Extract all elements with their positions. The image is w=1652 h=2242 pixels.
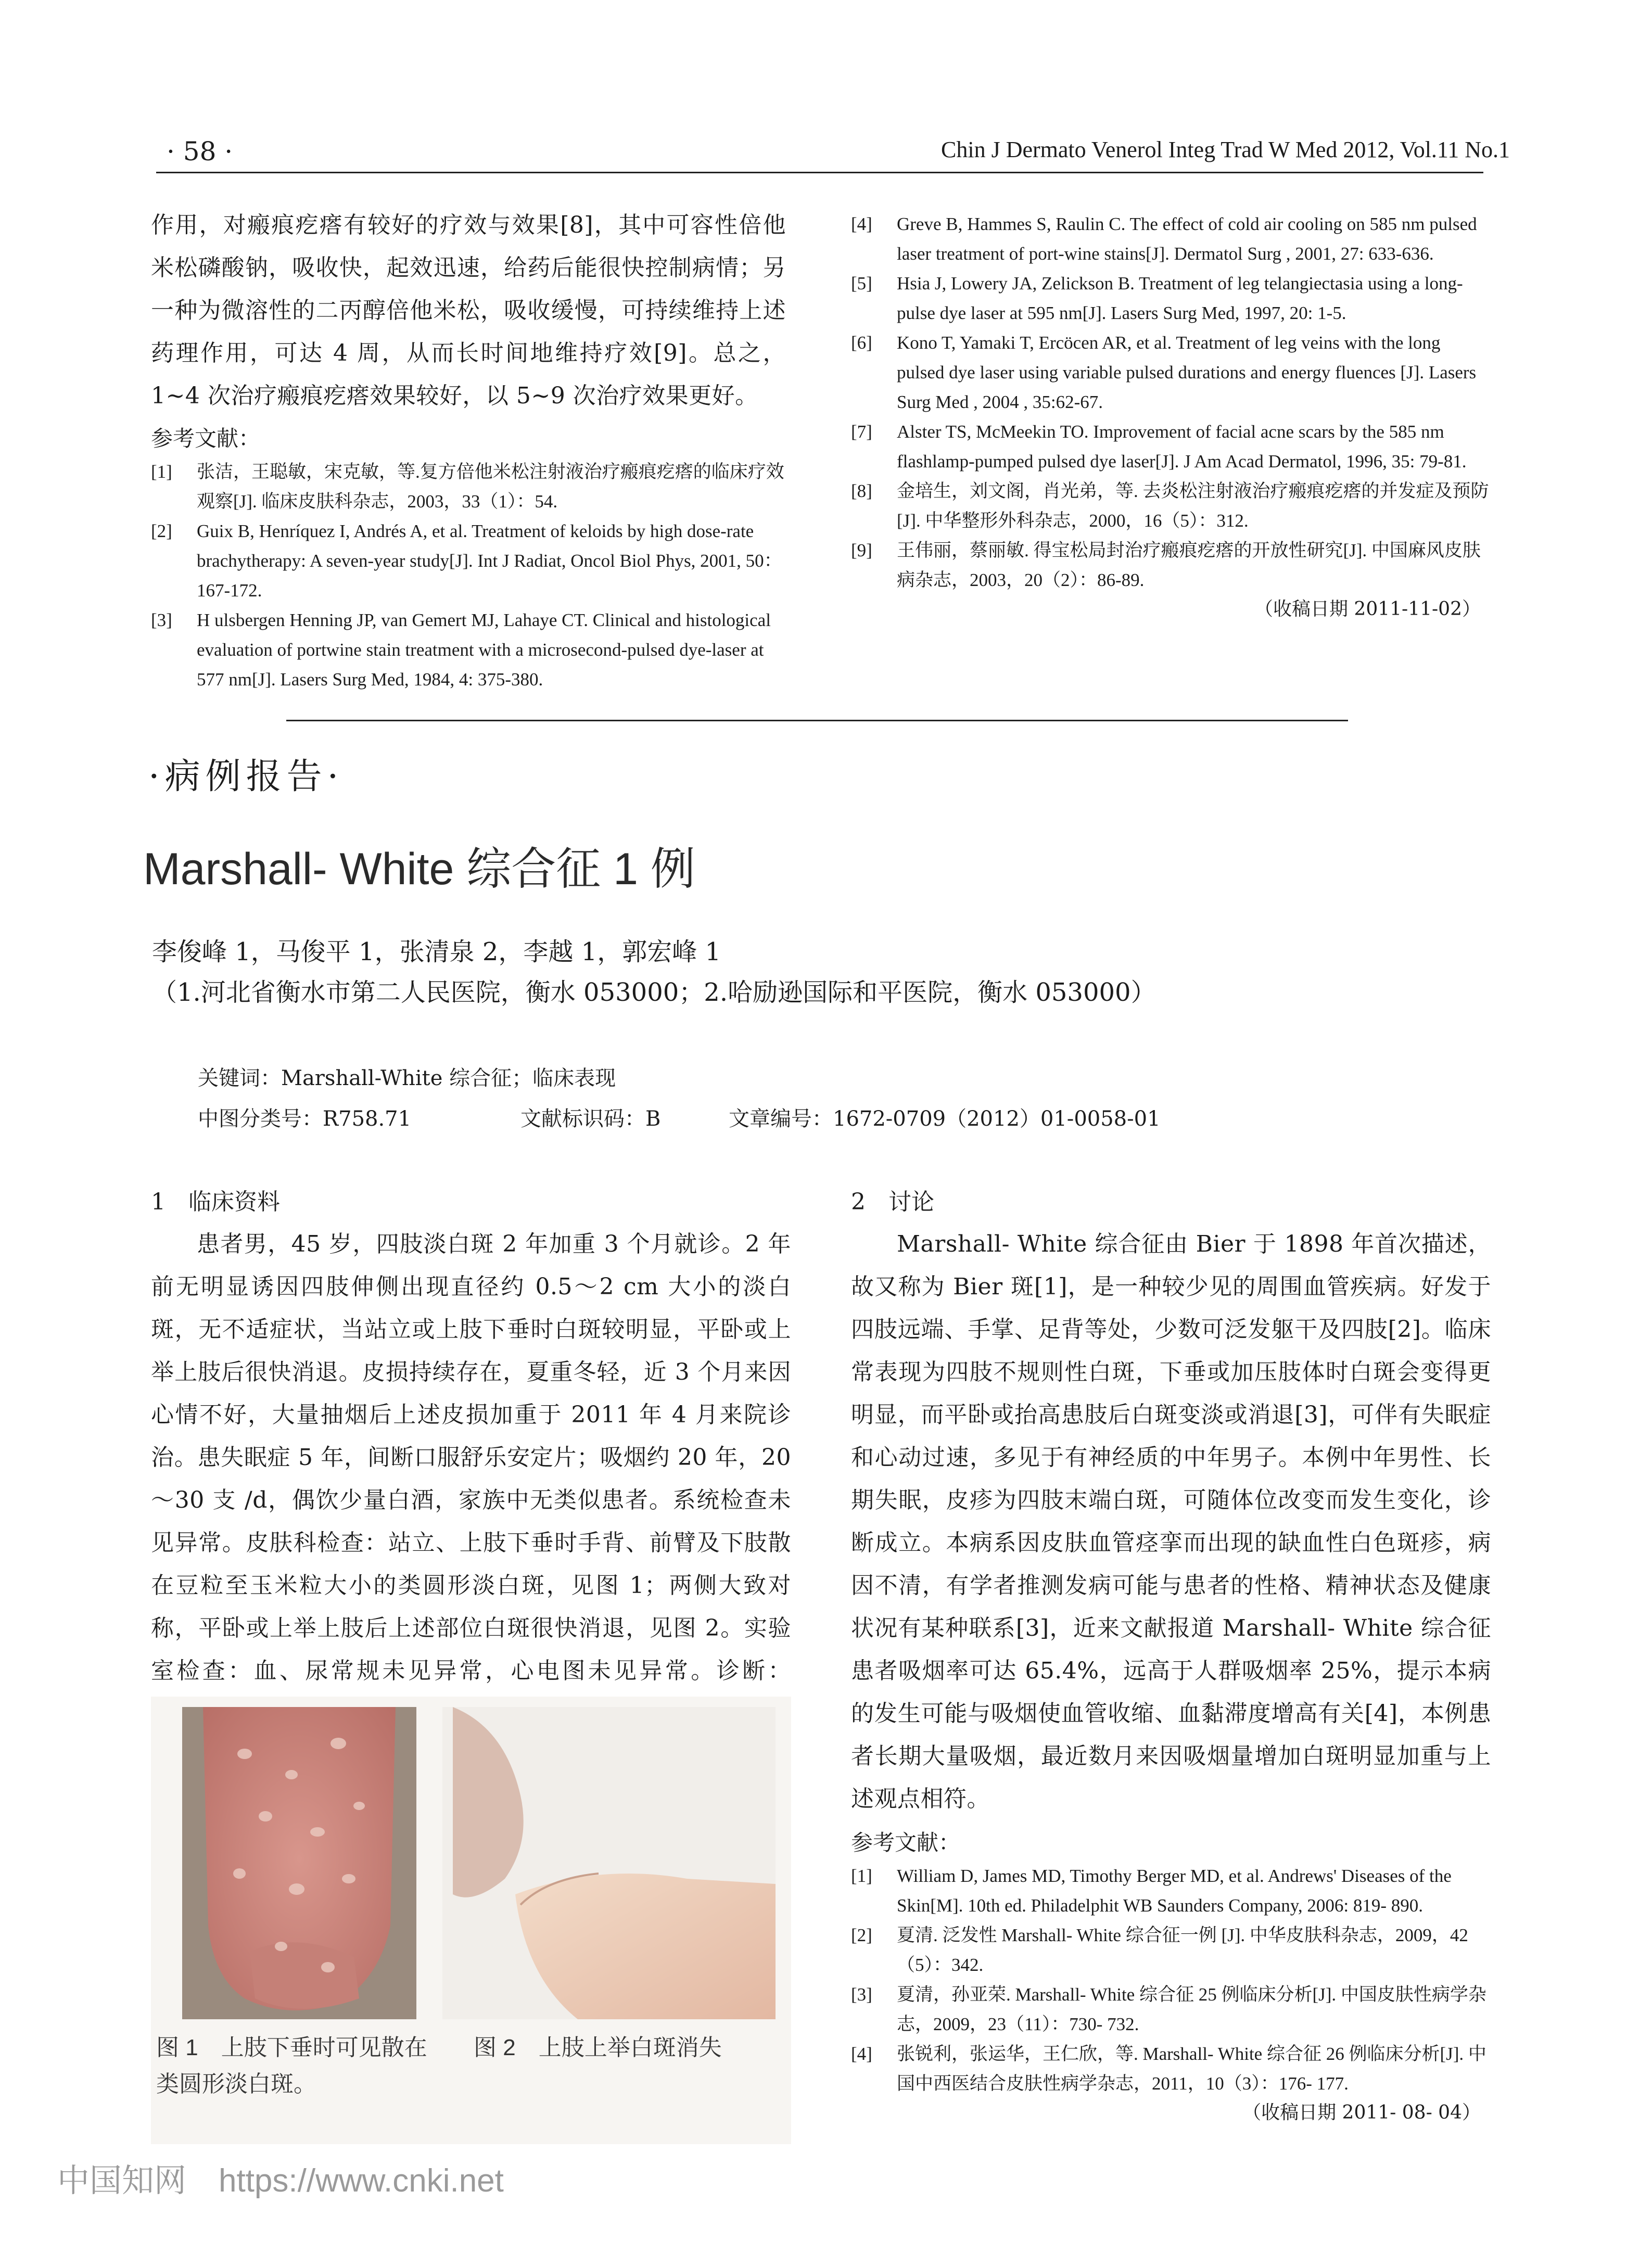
affiliations: （1.河北省衡水市第二人民医院，衡水 053000；2.哈励逊国际和平医院，衡水 053000） <box>152 978 1156 1007</box>
article-received-date: （收稿日期 2011- 08- 04） <box>1242 2102 1481 2123</box>
section-2-heading: 2 讨论 <box>851 1189 934 1215</box>
reference-item <box>851 2039 1491 2098</box>
reference-number: [2] <box>851 1925 872 1945</box>
reference-text: 夏清，孙亚荣. Marshall- White 综合征 25 例临床分析[J]. 中国皮肤性病学杂志，2009，23（11）：730- 732. <box>897 1984 1486 2034</box>
reference-item <box>151 516 786 605</box>
section-2-text: Marshall- White 综合征由 Bier 于 1898 年首次描述，故又称为 Bier 斑[1]，是一种较少见的周围血管疾病。好发于四肢远端、手掌、足背等处，少数可泛发躯干及四肢[2]。临床常表现为四肢不规则性白斑，下垂或加压肢体时白斑会变得更明显，而平卧或抬高患肢后白斑变淡或消退[3]，可伴有失眠症和心动过速，多见于有神经质的中年男子。本例中年男性、长期失眠，皮疹为四肢末端白斑，可随体位改变而发生变化，诊断成立。本病系因皮肤血管痉挛而出现的缺血性白色斑疹，病因不清，有学者推测发病可能与患者的性格、精神状态及健康状况有某种联系[3]，近来文献报道 Marshall- White 综合征患者吸烟率可达 65.4%，远高于人群吸烟率 25%，提示本病的发生可能与吸烟使血管收缩、血黏滞度增高有关[4]，本例患者长期大量吸烟，最近数月来因吸烟量增加白斑明显加重与上述观点相符。 <box>851 1231 1491 1812</box>
reference-number: [5] <box>851 273 872 294</box>
cnki-watermark: 中国知网 https://www.cnki.net <box>57 2163 504 2199</box>
reference-text: 张洁，王聪敏，宋克敏，等.复方倍他米松注射液治疗瘢痕疙瘩的临床疗效观察[J]. 临床皮肤科杂志，2003，33（1）：54. <box>197 462 784 512</box>
reference-text: 王伟丽，蔡丽敏. 得宝松局封治疗瘢痕疙瘩的开放性研究[J]. 中国麻风皮肤病杂志，2003，20（2）：86-89. <box>897 540 1481 590</box>
section-2-column <box>851 1181 1491 2128</box>
header-rule <box>156 172 1483 173</box>
page-number: · 58 · <box>167 136 233 167</box>
section-1-column <box>151 1181 791 1735</box>
reference-item <box>851 209 1491 269</box>
section-1-text: 患者男，45 岁，四肢淡白斑 2 年加重 3 个月就诊。2 年前无明显诱因四肢伸侧出现直径约 0.5～2 cm 大小的淡白斑，无不适症状，当站立或上肢下垂时白斑较明显，平卧或上举上肢后很快消退。皮损持续存在，夏重冬轻，近 3 个月来因心情不好，大量抽烟后上述皮损加重于 2011 年 4 月来院诊治。患失眠症 5 年，间断口服舒乐安定片；吸烟约 20 年，20～30 支 /d，偶饮少量白酒，家族中无类似患者。系统检查未见异常。皮肤科检查：站立、上肢下垂时手背、前臂及下肢散在豆粒至玉米粒大小的类圆形淡白斑，见图 1；两侧大致对称，平卧或上举上肢后上述部位白斑很快消退，见图 2。实验室检查：血、尿常规未见异常，心电图未见异常。诊断： <box>151 1231 791 1684</box>
reference-text: Kono T, Yamaki T, Ercöcen AR, et al. Treatment of leg veins with the long pulsed dye laser using variable pulsed durations and energy fluences [J]. Lasers Surg Med , 2004 , 35:62-67. <box>897 333 1477 412</box>
previous-article-right-column <box>851 209 1491 624</box>
figure-1-caption: 图 1 上肢下垂时可见散在类圆形淡白斑。 <box>156 2035 427 2097</box>
reference-number: [1] <box>151 462 172 482</box>
reference-item <box>151 605 786 694</box>
article-refs-heading: 参考文献： <box>851 1830 961 1855</box>
reference-text: 张锐利，张运华，王仁欣，等. Marshall- White 综合征 26 例临床分析[J]. 中国中西医结合皮肤性病学杂志，2011，10（3）：176- 177. <box>897 2044 1486 2094</box>
keywords: 关键词：Marshall-White 综合征；临床表现 <box>198 1066 616 1090</box>
reference-item <box>851 328 1491 417</box>
classification-line <box>198 1102 1161 1132</box>
reference-text: 夏清. 泛发性 Marshall- White 综合征一例 [J]. 中华皮肤科杂志，2009，42（5）：342. <box>897 1925 1468 1975</box>
article-divider <box>286 720 1348 721</box>
reference-number: [2] <box>151 521 172 541</box>
reference-number: [4] <box>851 2044 872 2064</box>
reference-number: [9] <box>851 540 872 560</box>
reference-text: 金培生，刘文阁，肖光弟，等. 去炎松注射液治疗瘢痕疙瘩的并发症及预防[J]. 中华整形外科杂志，2000，16（5）：312. <box>897 481 1489 531</box>
reference-text: Alster TS, McMeekin TO. Improvement of facial acne scars by the 585 nm flashlamp-pumped pulsed dye laser[J]. J Am Acad Dermatol, 1996, 35: 79-81. <box>897 422 1467 472</box>
reference-text: Guix B, Henríquez I, Andrés A, et al. Treatment of keloids by high dose-rate brachytherapy: A seven-year study[J]. Int J Radiat, Oncol Biol Phys, 2001, 50：167-172. <box>197 521 782 601</box>
reference-number: [4] <box>851 214 872 234</box>
section-label: ·病例报告· <box>148 756 344 797</box>
reference-item <box>851 417 1491 476</box>
reference-text: William D, James MD, Timothy Berger MD, et al. Andrews' Diseases of the Skin[M]. 10th ed. Philadelphit WB Saunders Company, 2006: 819- 890. <box>897 1866 1452 1916</box>
authors: 李俊峰 1，马俊平 1，张清泉 2，李越 1，郭宏峰 1 <box>152 937 721 966</box>
previous-refs-left <box>151 457 786 694</box>
figure-2-photo <box>442 1707 776 2019</box>
reference-item <box>151 457 786 516</box>
article-number: 文章编号：1672-0709（2012）01-0058-01 <box>729 1107 1161 1131</box>
reference-number: [3] <box>151 610 172 630</box>
figure-2-caption: 图 2 上肢上举白斑消失 <box>474 2035 722 2060</box>
reference-text: H ulsbergen Henning JP, van Gemert MJ, Lahaye CT. Clinical and histological evaluation of portwine stain treatment with a microsecond-pulsed dye-laser at 577 nm[J]. Lasers Surg Med, 1984, 4: 375-380. <box>197 610 771 690</box>
previous-article-left-column <box>151 204 786 694</box>
article-title: Marshall- White 综合征 1 例 <box>143 844 695 894</box>
document-code: 文献标识码：B <box>520 1107 661 1131</box>
previous-refs-heading: 参考文献： <box>151 426 261 451</box>
reference-item <box>851 1980 1491 2039</box>
reference-number: [3] <box>851 1984 872 2005</box>
reference-item <box>851 536 1491 595</box>
reference-number: [6] <box>851 333 872 353</box>
reference-number: [8] <box>851 481 872 501</box>
previous-refs-right <box>851 209 1491 595</box>
reference-text: Hsia J, Lowery JA, Zelickson B. Treatment of leg telangiectasia using a long-pulse dye laser at 595 nm[J]. Lasers Surg Med, 1997, 20: 1-5. <box>897 273 1463 323</box>
journal-header: Chin J Dermato Venerol Integ Trad W Med 2012, Vol.11 No.1 <box>941 137 1510 162</box>
figure-1-photo <box>182 1707 416 2019</box>
article-references <box>851 1861 1491 2098</box>
reference-item <box>851 269 1491 328</box>
reference-item <box>851 476 1491 536</box>
figure-panel <box>151 1697 791 2144</box>
section-1-heading: 1 临床资料 <box>151 1189 280 1215</box>
reference-item <box>851 1920 1491 1980</box>
reference-text: Greve B, Hammes S, Raulin C. The effect of cold air cooling on 585 nm pulsed laser treatment of port-wine stains[J]. Dermatol Surg , 2001, 27: 633-636. <box>897 214 1477 264</box>
reference-number: [1] <box>851 1866 872 1886</box>
previous-article-paragraph: 作用，对瘢痕疙瘩有较好的疗效与效果[8]，其中可容性倍他米松磷酸钠，吸收快，起效迅速，给药后能很快控制病情；另一种为微溶性的二丙醇倍他米松，吸收缓慢，可持续维持上述药理作用，可达 4 周，从而长时间地维持疗效[9]。总之，1~4 次治疗瘢痕疙瘩效果较好，以 5~9 次治疗效果更好。 <box>151 212 786 409</box>
previous-received-date: （收稿日期 2011-11-02） <box>1254 598 1481 620</box>
clc-number: 中图分类号：R758.71 <box>198 1107 412 1131</box>
reference-item <box>851 1861 1491 1920</box>
reference-number: [7] <box>851 422 872 442</box>
